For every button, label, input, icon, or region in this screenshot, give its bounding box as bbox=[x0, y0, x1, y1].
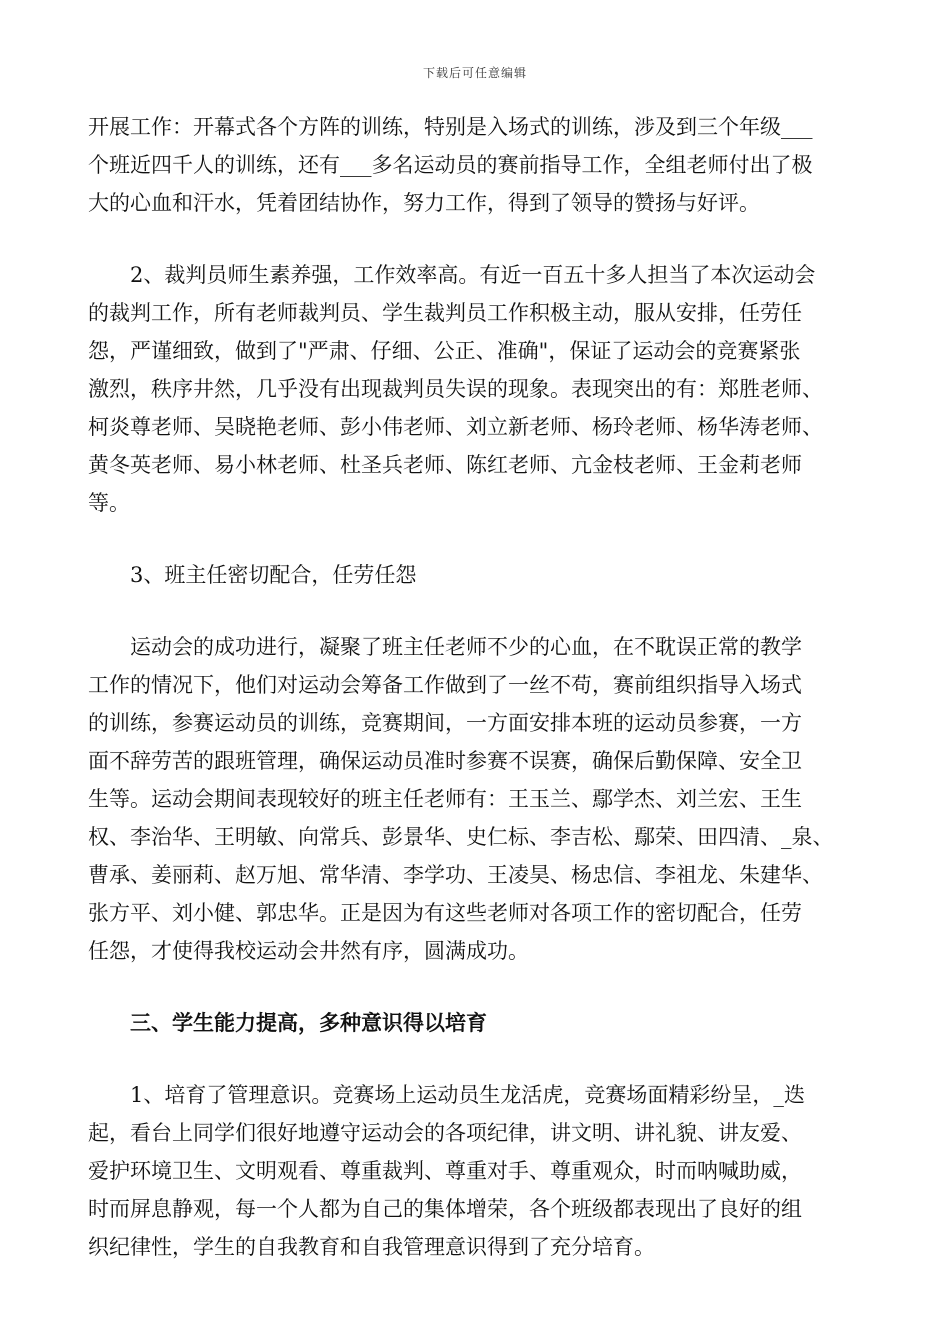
page-header: 下载后可任意编辑 bbox=[422, 66, 527, 80]
text-line: 生等。运动会期间表现较好的班主任老师有：王玉兰、鄢学杰、刘兰宏、王生 bbox=[88, 787, 802, 811]
text-line: 的训练，参赛运动员的训练，竞赛期间，一方面安排本班的运动员参赛，一方 bbox=[88, 711, 802, 735]
paragraph-referees bbox=[88, 256, 868, 522]
text-line: 面不辞劳苦的跟班管理，确保运动员准时参赛不误赛，确保后勤保障、安全卫 bbox=[88, 749, 802, 773]
text-line: 织纪律性，学生的自我教育和自我管理意识得到了充分培育。 bbox=[88, 1235, 655, 1259]
text-line: 爱护环境卫生、文明观看、尊重裁判、尊重对手、尊重观众，时而呐喊助威， bbox=[88, 1159, 802, 1183]
text-line: 工作的情况下，他们对运动会筹备工作做到了一丝不苟，赛前组织指导入场式 bbox=[88, 673, 802, 697]
text-line: 怨，严谨细致，做到了"严肃、仔细、公正、准确"，保证了运动会的竞赛紧张 bbox=[88, 339, 801, 363]
text-line: 个班近四千人的训练，还有___多名运动员的赛前指导工作，全组老师付出了极 bbox=[88, 153, 813, 177]
text-line: 张方平、刘小健、郭忠华。正是因为有这些老师对各项工作的密切配合，任劳 bbox=[88, 901, 802, 925]
text-line: 1、培育了管理意识。竞赛场上运动员生龙活虎，竞赛场面精彩纷呈，_迭 bbox=[130, 1083, 805, 1107]
paragraph-management-awareness bbox=[88, 1076, 868, 1266]
text-line: 开展工作：开幕式各个方阵的训练，特别是入场式的训练，涉及到三个年级___ bbox=[88, 115, 813, 139]
paragraph-class-teachers-title bbox=[88, 556, 868, 594]
text-line: 时而屏息静观，每一个人都为自己的集体增荣，各个班级都表现出了良好的组 bbox=[88, 1197, 802, 1221]
text-line: 曹承、姜丽莉、赵万旭、常华清、李学功、王凌昊、杨忠信、李祖龙、朱建华、 bbox=[88, 863, 823, 887]
text-line: 权、李治华、王明敏、向常兵、彭景华、史仁标、李吉松、鄢荣、田四清、_泉、 bbox=[88, 825, 834, 849]
paragraph-opening-work bbox=[88, 108, 868, 222]
section-heading bbox=[88, 1004, 868, 1042]
text-line: 的裁判工作，所有老师裁判员、学生裁判员工作积极主动，服从安排，任劳任 bbox=[88, 301, 802, 325]
text-line: 起，看台上同学们很好地遵守运动会的各项纪律，讲文明、讲礼貌、讲友爱、 bbox=[88, 1121, 802, 1145]
paragraph-class-teachers bbox=[88, 628, 868, 970]
document-body bbox=[88, 108, 868, 1266]
text-line: 3、班主任密切配合，任劳任怨 bbox=[130, 563, 417, 587]
text-line: 等。 bbox=[88, 491, 130, 515]
text-line: 2、裁判员师生素养强，工作效率高。有近一百五十多人担当了本次运动会 bbox=[130, 263, 816, 287]
text-line: 柯炎尊老师、吴晓艳老师、彭小伟老师、刘立新老师、杨玲老师、杨华涛老师、 bbox=[88, 415, 823, 439]
text-line: 任怨，才使得我校运动会井然有序，圆满成功。 bbox=[88, 939, 529, 963]
text-line: 大的心血和汗水，凭着团结协作，努力工作，得到了领导的赞扬与好评。 bbox=[88, 191, 760, 215]
text-line: 黄冬英老师、易小林老师、杜圣兵老师、陈红老师、亢金枝老师、王金莉老师 bbox=[88, 453, 802, 477]
text-line: 激烈，秩序井然，几乎没有出现裁判员失误的现象。表现突出的有：郑胜老师、 bbox=[88, 377, 823, 401]
heading-text: 三、学生能力提高，多种意识得以培育 bbox=[130, 1010, 487, 1035]
text-line: 运动会的成功进行，凝聚了班主任老师不少的心血，在不耽误正常的教学 bbox=[130, 635, 802, 659]
